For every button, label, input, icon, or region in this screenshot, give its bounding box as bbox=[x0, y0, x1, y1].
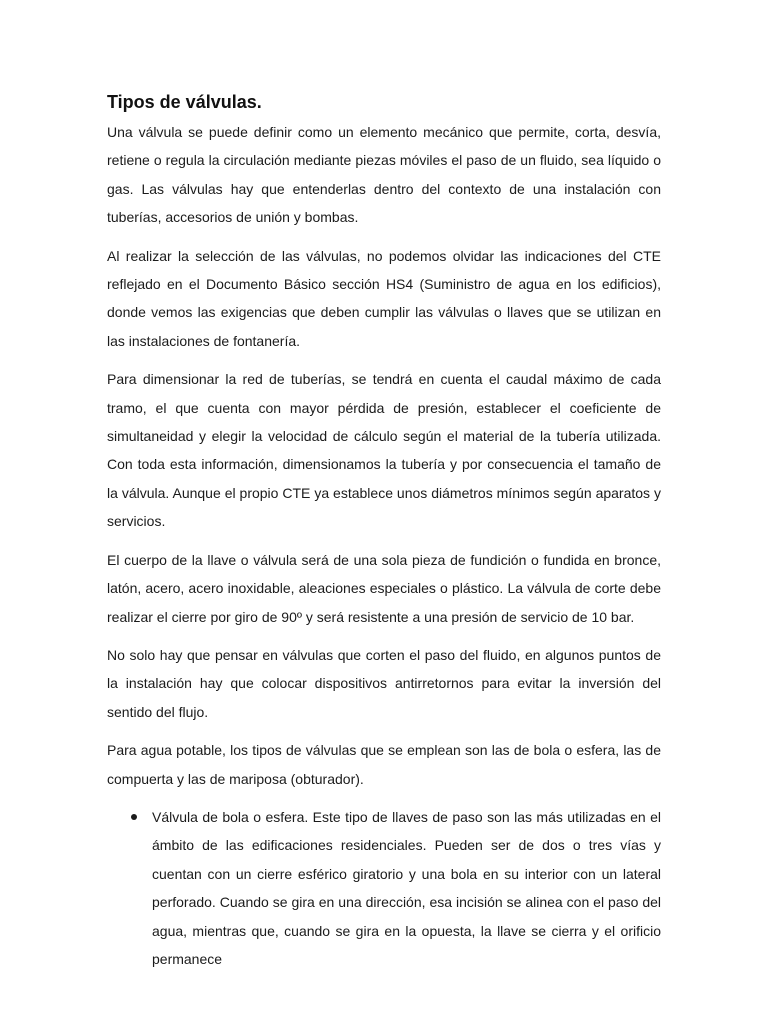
paragraph-potable-water-types: Para agua potable, los tipos de válvulas que se emplean son las de bola o esfera, las de compuerta y las de mariposa (obturador). bbox=[107, 742, 661, 787]
paragraph-check-valves: No solo hay que pensar en válvulas que corten el paso del fluido, en algunos puntos de la instalación hay que colocar dispositivos antirretornos para evitar la inversión del sentido del flujo. bbox=[107, 646, 661, 720]
paragraph-valve-definition: Una válvula se puede definir como un elemento mecánico que permite, corta, desvía, retiene o regula la circulación mediante piezas móviles el paso de un fluido, sea líquido o gas. Las válvulas hay que entenderlas dentro del contexto de una instalación con tuberías, accesorios de unión y bombas. bbox=[107, 124, 661, 226]
list-item-text: Válvula de bola o esfera. Este tipo de llaves de paso son las más utilizadas en el ámbito de las edificaciones residenciales. Pueden ser de dos o tres vías y cuentan con un cierre esférico giratorio y una bola en su interior con un lateral perforado. Cuando se gira en una dirección, esa incisión se alinea con el paso del agua, mientras que, cuando se gira en la opuesta, la llave se cierra y el orificio permanece bbox=[152, 808, 661, 967]
paragraph-valve-body: El cuerpo de la llave o válvula será de una sola pieza de fundición o fundida en bronce, latón, acero, acero inoxidable, aleaciones especiales o plástico. La válvula de corte debe realizar el cierre por giro de 90º y será resistente a una presión de servicio de 10 bar. bbox=[107, 551, 661, 625]
bullet-dot-icon bbox=[131, 814, 137, 820]
list-item-ball-valve bbox=[107, 803, 661, 973]
paragraph-pipe-sizing: Para dimensionar la red de tuberías, se tendrá en cuenta el caudal máximo de cada tramo, el que cuenta con mayor pérdida de presión, establecer el coeficiente de simultaneidad y elegir la velocidad de cálculo según el material de la tubería utilizada. Con toda esta información, dimensionamos la tubería y por consecuencia el tamaño de la válvula. Aunque el propio CTE ya establece unos diámetros mínimos según aparatos y servicios. bbox=[107, 371, 661, 530]
document-page bbox=[107, 88, 661, 973]
valve-types-list bbox=[107, 803, 661, 973]
document-title: Tipos de válvulas. bbox=[107, 92, 262, 112]
paragraph-cte-requirements: Al realizar la selección de las válvulas, no podemos olvidar las indicaciones del CTE reflejado en el Documento Básico sección HS4 (Suministro de agua en los edificios), donde vemos las exigencias que deben cumplir las válvulas o llaves que se utilizan en las instalaciones de fontanería. bbox=[107, 247, 661, 349]
